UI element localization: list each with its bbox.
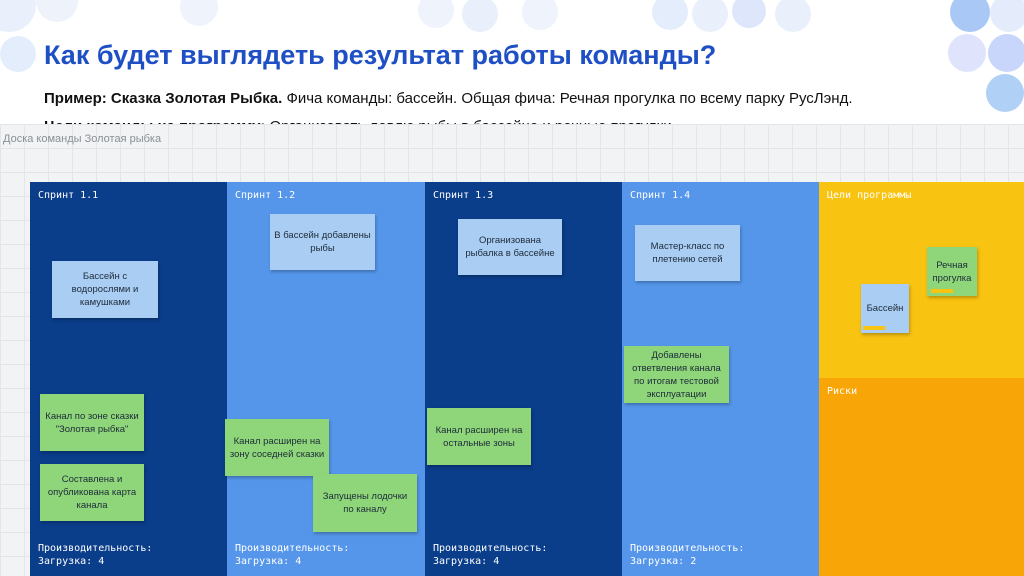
board-title: Доска команды Золотая рыбка [3,133,162,145]
sticky-note[interactable]: В бассейн добавлены рыбы [270,214,375,270]
slide-title: Как будет выглядеть результат работы команды? [44,40,717,70]
performance-label: Производительность: [38,543,153,554]
performance-label: Производительность: [630,543,745,554]
sprint-footer [630,542,744,568]
goals-column-label: Цели программы [827,190,912,201]
sticky-note-text: Речная прогулка [932,259,972,284]
performance-label: Производительность: [433,543,548,554]
risks-column-label: Риски [827,386,858,397]
load-label: Загрузка: 4 [433,556,500,567]
sticky-note[interactable]: Составлена и опубликована карта канала [40,464,144,521]
sprint-label: Спринт 1.4 [630,190,691,201]
sticky-note[interactable]: Бассейн с водорослями и камушками [52,261,158,318]
sprint-footer [38,542,152,568]
sprint-label: Спринт 1.1 [38,190,99,201]
yellow-tag [863,326,885,330]
load-label: Загрузка: 2 [630,556,697,567]
example-bold: Пример: Сказка Золотая Рыбка. [44,90,283,107]
sticky-note[interactable]: Мастер-класс по плетению сетей [635,225,740,281]
example-line [44,90,853,107]
example-text: Фича команды: бассейн. Общая фича: Речная прогулка по всему парку РусЛэнд. [282,90,853,107]
load-label: Загрузка: 4 [38,556,105,567]
program-goals-column [819,182,1024,378]
sticky-note[interactable]: Организована рыбалка в бассейне [458,219,562,275]
sticky-note[interactable]: Канал расширен на зону соседней сказки [225,419,329,476]
team-board[interactable] [0,124,1024,576]
load-label: Загрузка: 4 [235,556,302,567]
sprint-label: Спринт 1.2 [235,190,296,201]
sticky-note[interactable]: Запущены лодочки по каналу [313,474,417,532]
risks-column [819,378,1024,576]
sticky-note[interactable]: Канал расширен на остальные зоны [427,408,531,465]
sticky-note[interactable] [927,247,977,296]
sticky-note-text: Бассейн [866,303,904,314]
sprint-label: Спринт 1.3 [433,190,494,201]
sprint-footer [235,542,349,568]
yellow-tag [931,289,953,293]
sticky-note[interactable]: Канал по зоне сказки "Золотая рыбка" [40,394,144,451]
performance-label: Производительность: [235,543,350,554]
sticky-note[interactable] [861,284,909,333]
sticky-note[interactable]: Добавлены ответвления канала по итогам тестовой эксплуатации [624,346,729,403]
sprint-footer [433,542,547,568]
